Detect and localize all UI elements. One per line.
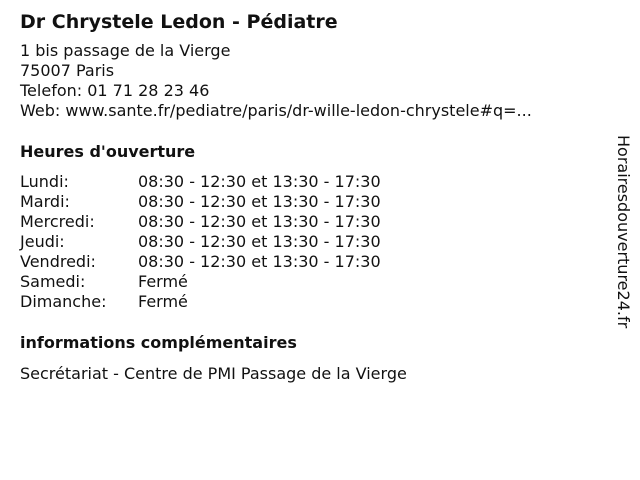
day-label: Dimanche: — [20, 292, 107, 311]
time-value: Fermé — [138, 292, 188, 311]
additional-info-text: Secrétariat - Centre de PMI Passage de la Vierge — [20, 364, 407, 383]
additional-info-heading: informations complémentaires — [20, 333, 297, 352]
phone-line: Telefon: 01 71 28 23 46 — [20, 81, 210, 100]
hours-row-tuesday — [20, 192, 600, 212]
hours-row-saturday — [20, 272, 600, 292]
hours-row-sunday — [20, 292, 600, 312]
site-watermark: Horairesdouverture24.fr — [614, 135, 633, 329]
opening-hours-heading: Heures d'ouverture — [20, 142, 196, 161]
day-label: Mardi: — [20, 192, 70, 211]
opening-hours-list — [20, 172, 600, 312]
hours-row-thursday — [20, 232, 600, 252]
hours-row-friday — [20, 252, 600, 272]
day-label: Jeudi: — [20, 232, 65, 251]
day-label: Vendredi: — [20, 252, 96, 271]
hours-row-monday — [20, 172, 600, 192]
day-label: Lundi: — [20, 172, 69, 191]
time-value: Fermé — [138, 272, 188, 291]
business-card — [20, 10, 600, 384]
time-value: 08:30 - 12:30 et 13:30 - 17:30 — [138, 172, 381, 191]
time-value: 08:30 - 12:30 et 13:30 - 17:30 — [138, 212, 381, 231]
time-value: 08:30 - 12:30 et 13:30 - 17:30 — [138, 232, 381, 251]
day-label: Samedi: — [20, 272, 86, 291]
hours-row-wednesday — [20, 212, 600, 232]
website-line: Web: www.sante.fr/pediatre/paris/dr-wille-ledon-chrystele#q=... — [20, 101, 532, 120]
time-value: 08:30 - 12:30 et 13:30 - 17:30 — [138, 192, 381, 211]
time-value: 08:30 - 12:30 et 13:30 - 17:30 — [138, 252, 381, 271]
day-label: Mercredi: — [20, 212, 95, 231]
page-title: Dr Chrystele Ledon - Pédiatre — [20, 11, 338, 33]
address-city: 75007 Paris — [20, 61, 115, 80]
address-street: 1 bis passage de la Vierge — [20, 41, 231, 60]
